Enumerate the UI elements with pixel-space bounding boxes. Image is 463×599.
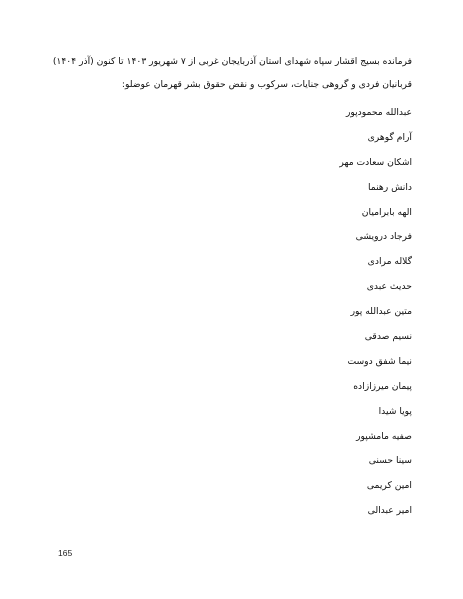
page-number: 165 <box>58 548 73 558</box>
victim-names-list <box>47 101 412 524</box>
list-item: نسیم صدقی <box>364 331 412 343</box>
intro-line-commander: فرمانده بسیج اقشار سپاه شهدای استان آذربایجان غربی از ۷ شهریور ۱۴۰۳ تا کنون (آذر ۱۴۰۴) <box>52 56 412 67</box>
list-item: امین کریمی <box>366 480 412 492</box>
list-item: نیما شفق دوست <box>347 355 412 367</box>
list-item: سینا حسنی <box>368 455 412 467</box>
list-item: گلاله مرادی <box>367 256 412 268</box>
intro-line-victims: قربانیان فردی و گروهی جنایات، سرکوب و نقض حقوق بشر قهرمان عوضلو: <box>121 79 412 90</box>
list-item: اشکان سعادت مهر <box>339 156 412 168</box>
list-item: دانش رهنما <box>368 181 412 193</box>
list-item: پویا شیدا <box>378 405 412 417</box>
list-item: عبدالله محمودپور <box>345 107 412 118</box>
list-item: امیر عبدالی <box>367 505 412 517</box>
list-item: فرجاد درویشی <box>355 231 412 243</box>
document-body <box>47 55 412 524</box>
list-item: متین عبدالله پور <box>350 306 412 318</box>
list-item: آرام گوهری <box>367 131 412 143</box>
list-item: الهه بابرامیان <box>361 206 412 218</box>
list-item: پیمان میرزازاده <box>353 380 412 392</box>
list-item: حدیث عبدی <box>366 281 412 293</box>
list-item: صفیه مامشپور <box>356 430 412 442</box>
